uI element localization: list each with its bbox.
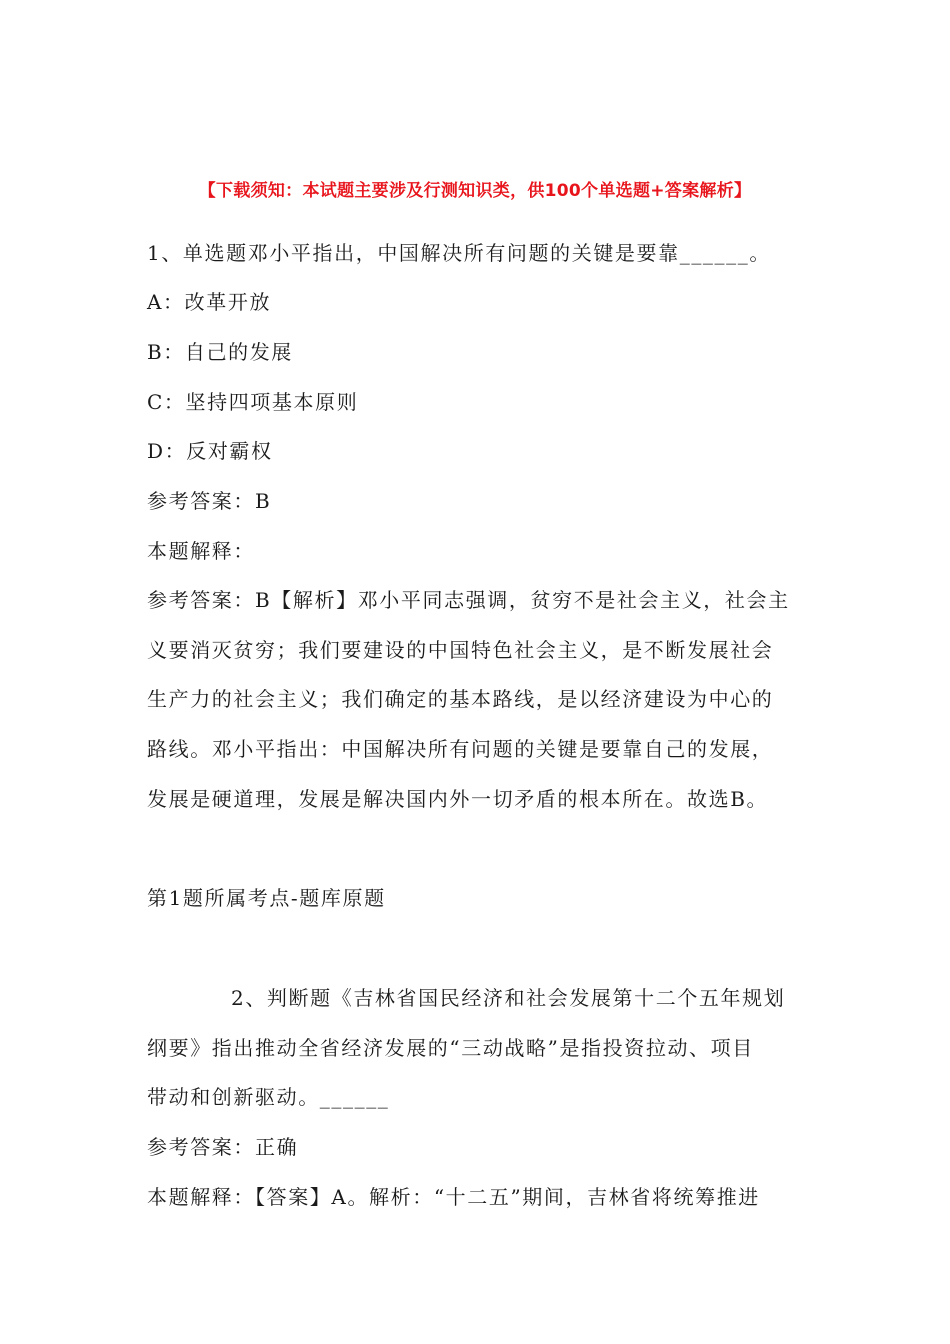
question-2-explanation: 本题解释：【答案】A。解析：“十二五”期间，吉林省将统筹推进 xyxy=(147,1185,760,1209)
question-1-explain-label: 本题解释： xyxy=(147,539,255,563)
explanation-line: 生产力的社会主义；我们确定的基本路线，是以经济建设为中心的 xyxy=(147,687,774,712)
explanation-line: 义要消灭贫穷；我们要建设的中国特色社会主义，是不断发展社会 xyxy=(147,637,774,662)
stem-line: 2、判断题《吉林省国民经济和社会发展第十二个五年规划 xyxy=(231,986,786,1010)
explanation-line: 发展是硬道理，发展是解决国内外一切矛盾的根本所在。故选B。 xyxy=(147,786,769,811)
question-2-stem xyxy=(147,974,812,1123)
question-1-option-d: D：反对霸权 xyxy=(147,439,273,463)
question-1-option-c: C：坚持四项基本原则 xyxy=(147,390,359,414)
question-1-option-b: B：自己的发展 xyxy=(147,340,293,364)
stem-line: 带动和创新驱动。______ xyxy=(147,1085,390,1110)
stem-line: 纲要》指出推动全省经济发展的“三动战略”是指投资拉动、项目 xyxy=(147,1035,754,1060)
question-1-explanation xyxy=(147,576,812,825)
question-1-stem: 1、单选题邓小平指出，中国解决所有问题的关键是要靠______。 xyxy=(147,241,771,265)
question-1-option-a: A：改革开放 xyxy=(147,290,272,314)
explanation-line: 参考答案：B【解析】邓小平同志强调，贫穷不是社会主义，社会主 xyxy=(147,588,790,612)
explanation-line: 路线。邓小平指出：中国解决所有问题的关键是要靠自己的发展， xyxy=(147,737,774,762)
question-2-answer: 参考答案：正确 xyxy=(147,1135,299,1159)
question-1-answer: 参考答案：B xyxy=(147,489,272,513)
download-notice: 【下载须知：本试题主要涉及行测知识类，供100个单选题+答案解析】 xyxy=(198,181,752,201)
question-1-topic: 第1题所属考点-题库原题 xyxy=(147,886,386,910)
